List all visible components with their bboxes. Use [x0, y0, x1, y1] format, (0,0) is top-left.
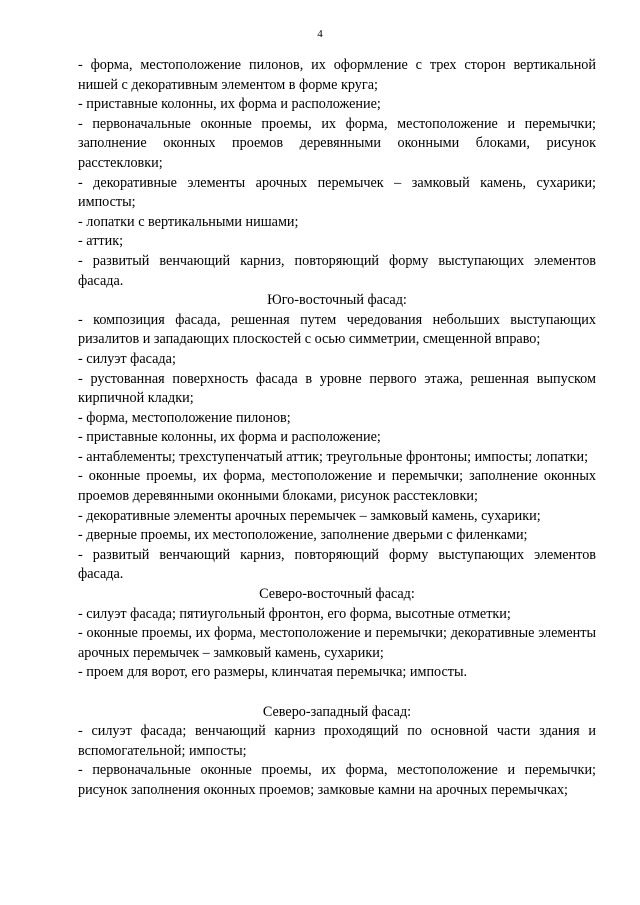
list-item: - оконные проемы, их форма, местоположение и перемычки; заполнение оконных проемов деревянными оконными блоками, рисунок расстекловки; — [78, 468, 596, 505]
list-item: - декоративные элементы арочных перемычек – замковый камень, сухарики; импосты; — [78, 174, 596, 211]
list-item: - форма, местоположение пилонов, их оформление с трех сторон вертикальной нишей с декоративным элементом в форме круга; — [78, 57, 596, 93]
list-item: - аттик; — [78, 233, 124, 250]
list-item: - антаблементы; трехступенчатый аттик; треугольные фронтоны; импосты; лопатки; — [78, 448, 589, 465]
list-item: - силуэт фасада; пятиугольный фронтон, его форма, высотные отметки; — [78, 605, 511, 622]
list-item: - проем для ворот, его размеры, клинчатая перемычка; импосты. — [78, 664, 468, 681]
list-item: - оконные проемы, их форма, местоположение и перемычки; декоративные элементы арочных перемычек – замковый камень, сухарики; — [78, 625, 596, 661]
list-item: - дверные проемы, их местоположение, заполнение дверьми с филенками; — [78, 527, 528, 544]
list-item: - приставные колонны, их форма и расположение; — [78, 429, 381, 446]
list-item: - лопатки с вертикальными нишами; — [78, 213, 299, 230]
section-heading-northeast: Северо-восточный фасад: — [259, 586, 415, 603]
page-content — [78, 56, 596, 801]
list-item: - приставные колонны, их форма и расположение; — [78, 96, 381, 113]
list-item: - силуэт фасада; — [78, 350, 176, 367]
list-item: - композиция фасада, решенная путем чередования небольших выступающих ризалитов и западающих плоскостей с осью симметрии, смещенной вправо; — [78, 311, 596, 348]
list-item: - декоративные элементы арочных перемычек – замковый камень, сухарики; — [78, 507, 541, 524]
list-item: - форма, местоположение пилонов; — [78, 409, 291, 426]
list-item: - развитый венчающий карниз, повторяющий форму выступающих элементов фасада. — [78, 546, 596, 583]
list-item: - силуэт фасада; венчающий карниз проходящий по основной части здания и вспомогательной; импосты; — [78, 723, 596, 759]
section-heading-southeast: Юго-восточный фасад: — [267, 292, 407, 309]
section-heading-northwest: Северо-западный фасад: — [262, 703, 412, 720]
list-item: - развитый венчающий карниз, повторяющий форму выступающих элементов фасада. — [78, 252, 596, 289]
section-spacer — [78, 683, 596, 703]
list-item: - рустованная поверхность фасада в уровне первого этажа, решенная выпуском кирпичной кладки; — [78, 370, 596, 407]
list-item: - первоначальные оконные проемы, их форма, местоположение и перемычки; заполнение оконных проемов деревянными оконными блоками, рисунок расстекловки; — [78, 115, 596, 171]
list-item: - первоначальные оконные проемы, их форма, местоположение и перемычки; рисунок заполнения оконных проемов; замковые камни на арочных перемычках; — [78, 762, 596, 798]
page-number: 4 — [317, 28, 323, 40]
